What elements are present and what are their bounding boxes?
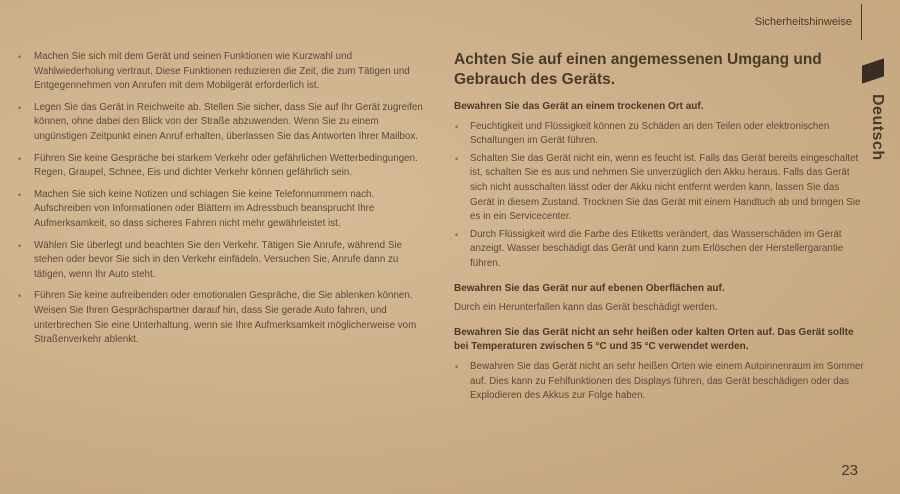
language-tab-marker <box>862 58 884 83</box>
section-title: Achten Sie auf einen angemessenen Umgang und Gebrauch des Geräts. <box>454 51 822 88</box>
sub-heading-dry-place: Bewahren Sie das Gerät an einem trockenen Ort auf. <box>454 101 704 112</box>
language-label: Deutsch <box>869 94 886 161</box>
temperature-list <box>454 360 864 404</box>
list-item: • Führen Sie keine Gespräche bei starkem Verkehr oder gefährlichen Wetterbedingungen. Regen, Graupel, Schnee, Eis und dichter Verkehr können gefährlich sein. <box>16 152 424 181</box>
right-column <box>454 50 864 407</box>
header-rule <box>861 4 862 40</box>
list-item: • Schalten Sie das Gerät nicht ein, wenn es feucht ist. Falls das Gerät bereits eingeschaltet ist, schalten Sie es aus und nehmen Sie unverzüglich den Akku heraus. Falls das Gerät sich nicht ausschalten lässt oder der Akku nicht entfernt werden kann, lassen Sie das Gerät in diesem Zustand. Trocknen Sie das Gerät mit einem Handtuch ab und bringen Sie es in ein Servicecenter. <box>454 152 864 225</box>
dry-place-list <box>454 120 864 272</box>
list-item: • Wählen Sie überlegt und beachten Sie den Verkehr. Tätigen Sie Anrufe, während Sie stehen oder bevor Sie sich in den Verkehr einfädeln. Versuchen Sie, Anrufe dann zu tätigen, wenn Ihr Auto steht. <box>16 239 424 283</box>
sub-heading-flat-surface: Bewahren Sie das Gerät nur auf ebenen Oberflächen auf. <box>454 282 725 294</box>
list-item: • Führen Sie keine aufreibenden oder emotionalen Gespräche, die Sie ablenken können. Weisen Sie Ihren Gesprächspartner darauf hin, dass Sie gerade Auto fahren, und unterbrechen Sie eine Unterhaltung, wenn sie Ihre Aufmerksamkeit möglicherweise vom Straßenverkehr ablenkt. <box>16 289 424 347</box>
sub-heading-temperature: Bewahren Sie das Gerät nicht an sehr heißen oder kalten Orten auf. Das Gerät sollte bei Temperaturen zwischen 5 °C und 35 °C verwendet werden. <box>454 326 854 353</box>
list-item: • Machen Sie sich keine Notizen und schlagen Sie keine Telefonnummern nach. Aufschreiben von Informationen oder Blättern im Adressbuch beansprucht Ihre Aufmerksamkeit, so dass sicheres Fahren nicht mehr gewährleistet ist. <box>16 188 424 232</box>
page-header-title: Sicherheitshinweise <box>754 16 852 28</box>
list-item: • Machen Sie sich mit dem Gerät und seinen Funktionen wie Kurzwahl und Wahlwiederholung vertraut. Diese Funktionen reduzieren die Zeit, die zum Tätigen und Entgegennehmen von Anrufen mit dem Mobilgerät erforderlich ist. <box>16 50 424 94</box>
list-item: • Legen Sie das Gerät in Reichweite ab. Stellen Sie sicher, dass Sie auf Ihr Gerät zugreifen können, ohne dabei den Blick von der Straße abzuwenden. Wenn Sie zu einem ungünstigen Zeitpunkt einen Anruf erhalten, überlassen Sie das Antworten Ihrer Mailbox. <box>16 101 424 145</box>
list-item: • Bewahren Sie das Gerät nicht an sehr heißen Orten wie einem Autoinnenraum im Sommer auf. Dies kann zu Fehlfunktionen des Displays führen, das Gerät beschädigen oder das Explodieren des Akkus zur Folge haben. <box>454 360 864 404</box>
list-item: • Feuchtigkeit und Flüssigkeit können zu Schäden an den Teilen oder elektronischen Schaltungen im Gerät führen. <box>454 120 864 149</box>
safety-driving-list <box>16 50 424 348</box>
list-item: • Durch Flüssigkeit wird die Farbe des Etiketts verändert, das Wasserschäden im Gerät anzeigt. Wasser beschädigt das Gerät und kann zum Erlöschen der Herstellergarantie führen. <box>454 228 864 272</box>
left-column <box>16 50 424 355</box>
page-number: 23 <box>841 462 858 479</box>
flat-surface-paragraph: Durch ein Herunterfallen kann das Gerät beschädigt werden. <box>454 302 718 314</box>
